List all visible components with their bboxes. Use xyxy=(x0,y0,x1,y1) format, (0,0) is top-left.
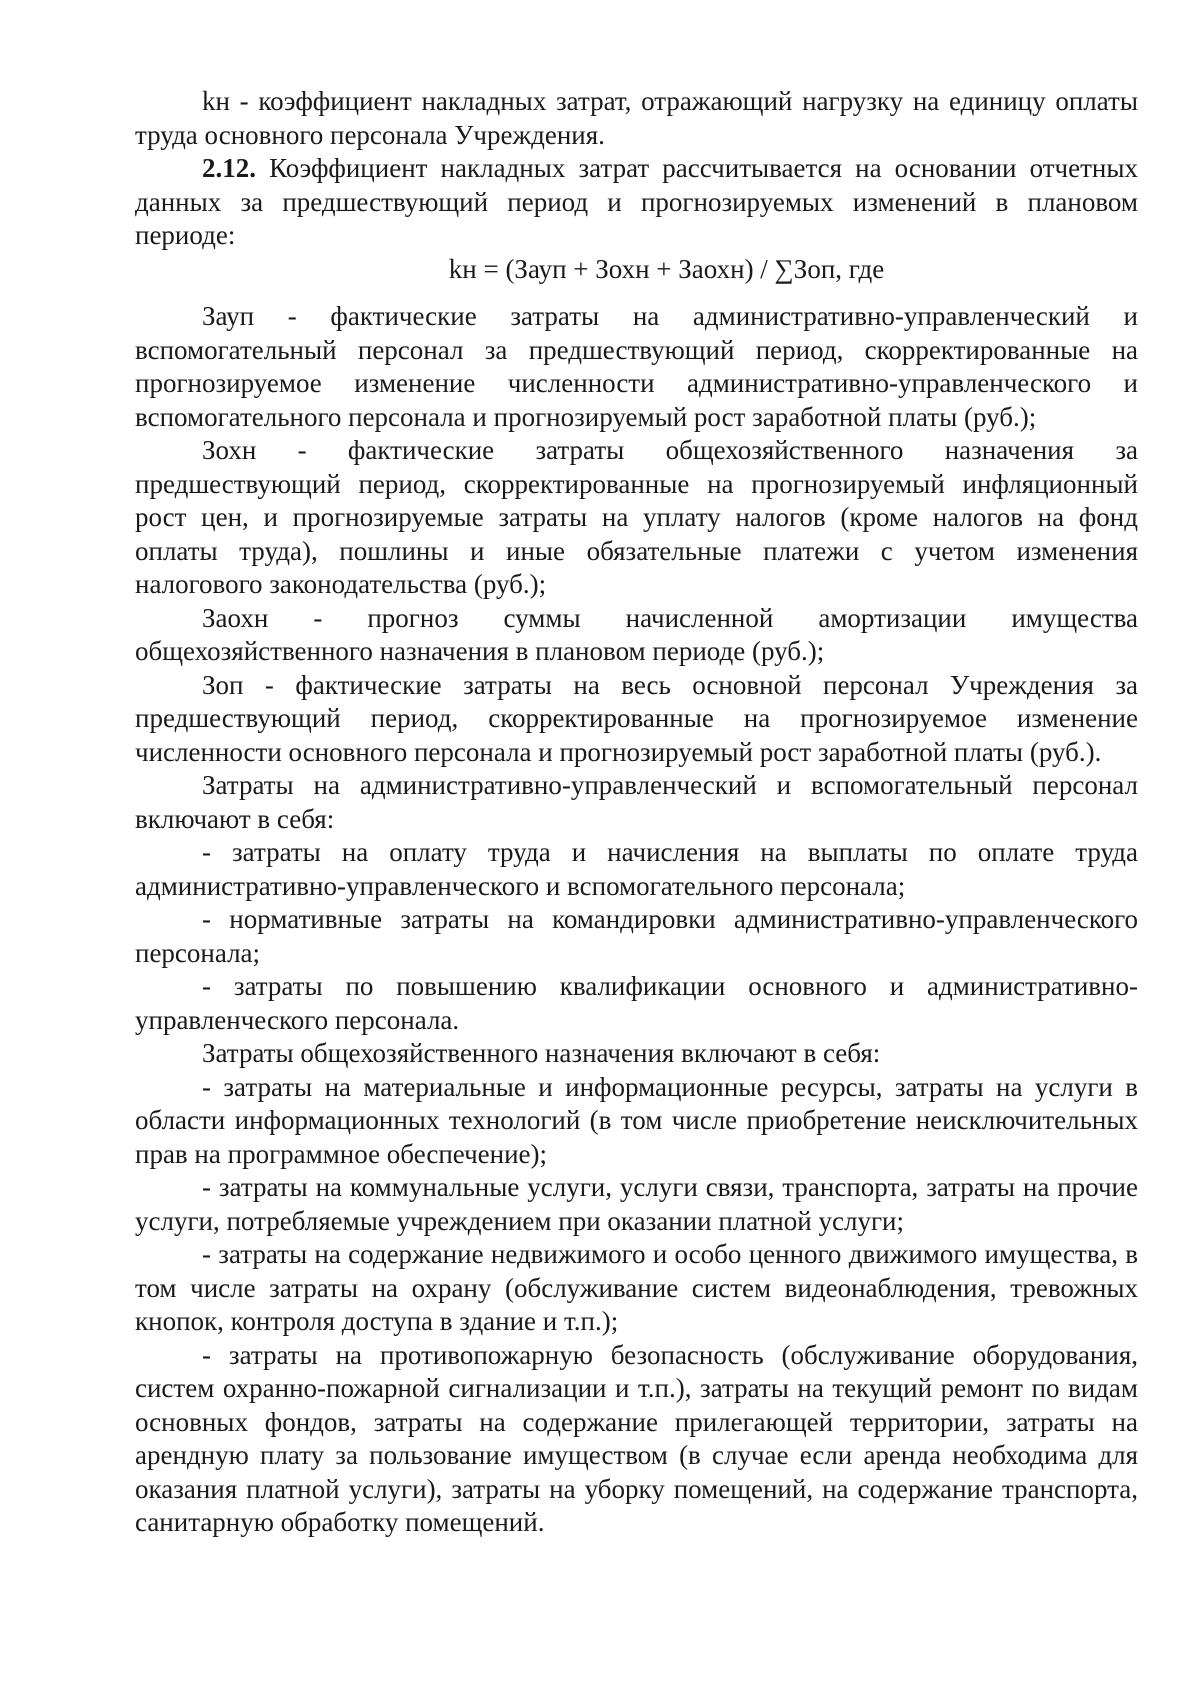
paragraph-zaohn: Заохн - прогноз суммы начисленной амортизации имущества общехозяйственного назначения в плановом периоде (руб.); xyxy=(135,602,1138,666)
document-page xyxy=(135,85,1138,1540)
paragraph-zop: Зоп - фактические затраты на весь основной персонал Учреждения за предшествующий период, скорректированные на прогнозируемое изменение численности основного персонала и прогнозируемый рост заработной платы (руб.). xyxy=(135,669,1138,767)
list-item-resources: - затраты на материальные и информационные ресурсы, затраты на услуги в области информационных технологий (в том числе приобретение неисключительных прав на программное обеспечение); xyxy=(135,1071,1138,1169)
paragraph-kn-definition: kн - коэффициент накладных затрат, отражающий нагрузку на единицу оплаты труда основного персонала Учреждения. xyxy=(135,86,1138,150)
paragraph-2-12 xyxy=(135,152,1138,253)
paragraph-admin-costs-intro: Затраты на административно-управленческий и вспомогательный персонал включают в себя: xyxy=(135,770,1138,834)
paragraph-2-12-text: Коэффициент накладных затрат рассчитывается на основании отчетных данных за предшествующий период и прогнозируемых изменений в плановом периоде: xyxy=(135,153,1138,250)
list-item-labor-costs: - затраты на оплату труда и начисления на выплаты по оплате труда административно-управленческого и вспомогательного персонала; xyxy=(135,837,1138,901)
section-number: 2.12. xyxy=(202,153,256,183)
list-item-utilities: - затраты на коммунальные услуги, услуги связи, транспорта, затраты на прочие услуги, потребляемые учреждением при оказании платной услуги; xyxy=(135,1172,1138,1236)
paragraph-zaup: Зауп - фактические затраты на административно-управленческий и вспомогательный персонал за предшествующий период, скорректированные на прогнозируемое изменение численности административно-управленческого и вспомогательного персонала и прогнозируемый рост заработной платы (руб.); xyxy=(135,301,1138,432)
list-item-property-maintenance: - затраты на содержание недвижимого и особо ценного движимого имущества, в том числе затраты на охрану (обслуживание систем видеонаблюдения, тревожных кнопок, контроля доступа в здание и т.п.); xyxy=(135,1239,1138,1336)
list-item-qualification: - затраты по повышению квалификации основного и административно-управленческого персонала. xyxy=(135,971,1138,1035)
paragraph-zohn: Зохн - фактические затраты общехозяйственного назначения за предшествующий период, скорректированные на прогнозируемый инфляционный рост цен, и прогнозируемые затраты на уплату налогов (кроме налогов на фонд оплаты труда), пошлины и иные обязательные платежи с учетом изменения налогового законодательства (руб.); xyxy=(135,435,1138,599)
list-item-business-trips: - нормативные затраты на командировки административно-управленческого персонала; xyxy=(135,904,1138,968)
list-item-fire-safety: - затраты на противопожарную безопасность (обслуживание оборудования, систем охранно-пожарной сигнализации и т.п.), затраты на текущий ремонт по видам основных фондов, затраты на содержание прилегающей территории, затраты на арендную плату за пользование имуществом (в случае если аренда необходима для оказания платной услуги), затраты на уборку помещений, на содержание транспорта, санитарную обработку помещений. xyxy=(135,1339,1138,1537)
formula-kn: kн = (Зауп + Зохн + Заохн) / ∑Зоп, где xyxy=(448,253,885,284)
paragraph-general-costs-intro: Затраты общехозяйственного назначения включают в себя: xyxy=(202,1038,881,1068)
